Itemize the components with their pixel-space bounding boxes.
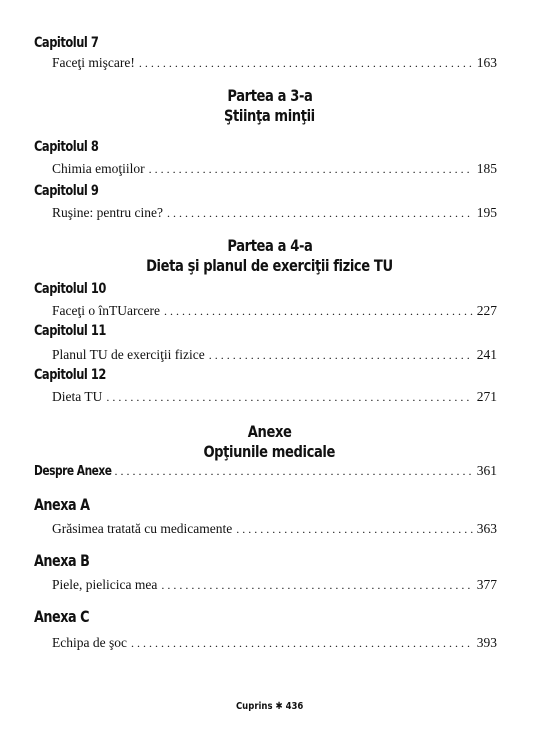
annex-c-entry[interactable]: [52, 634, 497, 652]
chapter-9-page: 195: [476, 205, 497, 220]
chapter-7-title: Faceţi mişcare!: [52, 55, 135, 70]
part-3-subtitle: [0, 106, 539, 126]
part-4-line1: Partea a 4-a: [226, 236, 313, 255]
dot-leader: [164, 302, 473, 320]
annex-c-page: 393: [476, 635, 497, 650]
annex-a-entry[interactable]: [52, 520, 497, 538]
dot-leader: [167, 204, 473, 222]
footer-text: Cuprins ✱ 436: [235, 701, 304, 712]
chapter-10-heading: Capitolul 10: [34, 281, 106, 297]
chapter-8-title: Chimia emoţiilor: [52, 161, 145, 176]
chapter-11-entry[interactable]: [52, 346, 497, 364]
annex-c-heading: Anexa C: [34, 607, 90, 626]
annexes-line2: Opţiunile medicale: [203, 442, 336, 461]
page-footer: [0, 700, 539, 714]
chapter-8-entry[interactable]: [52, 160, 497, 178]
part-4-title: [0, 236, 539, 256]
chapter-12-entry[interactable]: [52, 388, 497, 406]
part-3-title: [0, 86, 539, 106]
part-3-line1: Partea a 3-a: [226, 86, 313, 105]
annex-b-page: 377: [476, 577, 497, 592]
annex-b-title: Piele, pielicica mea: [52, 577, 158, 592]
part-4-subtitle: [0, 256, 539, 276]
chapter-10-page: 227: [476, 303, 497, 318]
chapter-11-page: 241: [476, 347, 497, 362]
chapter-10-entry[interactable]: [52, 302, 497, 320]
chapter-8-heading: Capitolul 8: [34, 139, 99, 155]
chapter-9-title: Ruşine: pentru cine?: [52, 205, 163, 220]
dot-leader: [209, 346, 473, 364]
chapter-9-heading: Capitolul 9: [34, 183, 99, 199]
about-annexes-page: 361: [476, 463, 497, 478]
annex-a-heading: Anexa A: [34, 495, 90, 514]
part-3-line2: Ştiinţa minţii: [224, 106, 315, 125]
dot-leader: [115, 462, 473, 480]
annex-a-page: 363: [476, 521, 497, 536]
dot-leader: [149, 160, 473, 178]
chapter-8-page: 185: [476, 161, 497, 176]
annex-b-heading: Anexa B: [34, 551, 90, 570]
chapter-9-entry[interactable]: [52, 204, 497, 222]
chapter-12-heading: Capitolul 12: [34, 367, 106, 383]
dot-leader: [139, 54, 473, 72]
annex-a-title: Grăsimea tratată cu medicamente: [52, 521, 233, 536]
part-4-line2: Dieta şi planul de exerciţii fizice TU: [146, 256, 393, 275]
about-annexes-title: Despre Anexe: [34, 464, 112, 479]
dot-leader: [236, 520, 472, 538]
chapter-12-page: 271: [476, 389, 497, 404]
chapter-10-title: Faceţi o înTUarcere: [52, 303, 160, 318]
annex-b-entry[interactable]: [52, 576, 497, 594]
about-annexes-entry[interactable]: [34, 462, 497, 481]
dot-leader: [131, 634, 473, 652]
annex-c-title: Echipa de şoc: [52, 635, 127, 650]
annexes-title: [0, 422, 539, 442]
chapter-7-heading: Capitolul 7: [34, 35, 99, 51]
chapter-11-title: Planul TU de exerciţii fizice: [52, 347, 205, 362]
chapter-12-title: Dieta TU: [52, 389, 103, 404]
chapter-11-heading: Capitolul 11: [34, 323, 106, 339]
dot-leader: [161, 576, 472, 594]
dot-leader: [106, 388, 472, 406]
chapter-7-page: 163: [476, 55, 497, 70]
annexes-line1: Anexe: [247, 422, 292, 441]
annexes-subtitle: [0, 442, 539, 462]
chapter-7-entry[interactable]: [52, 54, 497, 72]
